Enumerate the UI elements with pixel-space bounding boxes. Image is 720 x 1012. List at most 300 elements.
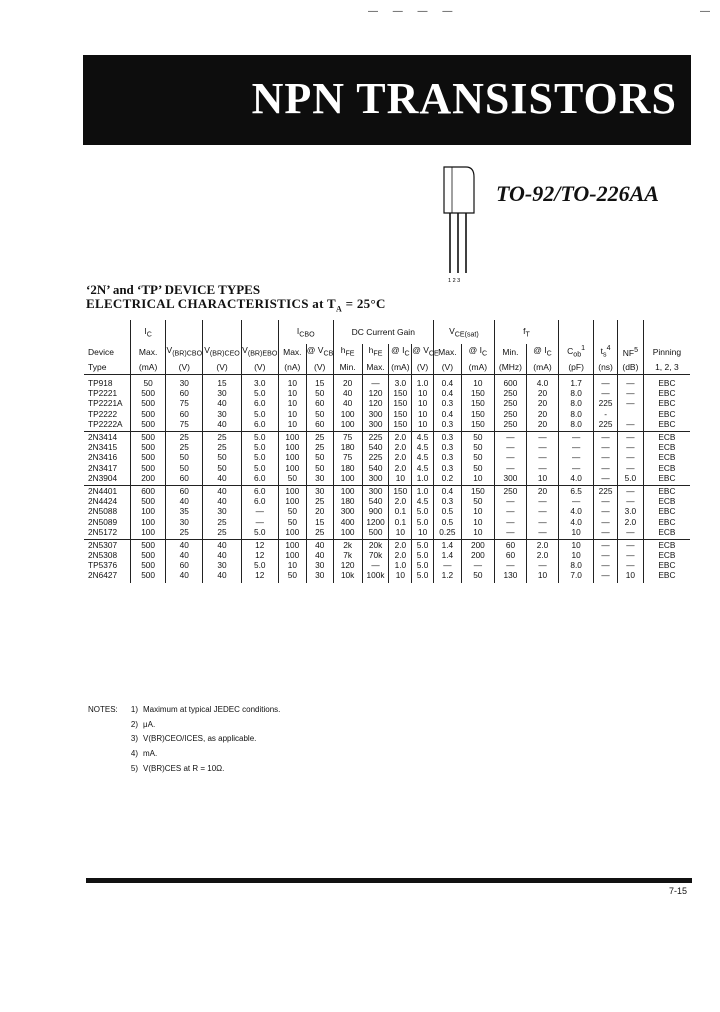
table-cell: EBC: [643, 409, 690, 419]
note-number: 3): [130, 734, 138, 744]
table-cell: ECB: [643, 463, 690, 473]
scan-artifact-dash: —: [700, 6, 710, 17]
table-cell: 0.1: [389, 506, 412, 516]
table-cell: 25: [203, 431, 241, 442]
table-cell: 2.0: [389, 452, 412, 462]
table-cell: —: [617, 496, 643, 506]
table-cell: 30: [203, 506, 241, 516]
device-name-cell: 2N4424: [88, 496, 118, 507]
table-cell: —: [494, 463, 526, 473]
title-banner: [83, 55, 691, 145]
table-cell: 8.0: [559, 398, 594, 408]
table-cell: 10: [461, 375, 494, 389]
table-cell: 250: [494, 398, 526, 408]
table-row: [84, 527, 690, 540]
device-name-cell: 2N5088: [88, 506, 118, 517]
table-cell: 20k: [362, 539, 389, 550]
table-cell: 10: [412, 527, 434, 540]
table-cell: 900: [362, 506, 389, 516]
bottom-rule: [86, 878, 692, 883]
table-cell: 8.0: [559, 560, 594, 570]
col-icbo-head: $I_{CBO}$: [278, 320, 333, 344]
table-cell: 100: [333, 473, 362, 486]
table-cell: 200: [131, 473, 166, 486]
table-cell: 20: [526, 388, 558, 398]
table-cell: 150: [461, 409, 494, 419]
table-cell: 100: [131, 506, 166, 516]
table-cell: —: [494, 496, 526, 506]
table-cell: EBC: [643, 419, 690, 432]
table-cell: —: [594, 496, 618, 506]
table-cell: 60: [494, 550, 526, 560]
table-cell: —: [594, 431, 618, 442]
table-cell: 300: [362, 419, 389, 432]
table-cell: 10: [389, 570, 412, 582]
table-cell: 4.0: [559, 473, 594, 486]
header-row-groups: [84, 320, 690, 344]
table-cell: 50: [461, 452, 494, 462]
device-name-cell: TP2222: [88, 408, 118, 419]
col-ts: $t_s^4$: [594, 344, 618, 359]
table-cell: 10: [278, 409, 306, 419]
page-title: NPN TRANSISTORS: [251, 74, 677, 123]
table-cell: 0.1: [389, 516, 412, 526]
table-cell: 10: [412, 419, 434, 432]
table-cell: 10: [526, 473, 558, 486]
table-cell: 10: [278, 388, 306, 398]
table-cell: 500: [131, 463, 166, 473]
table-cell: 25: [203, 527, 241, 540]
table-cell: 400: [333, 516, 362, 526]
table-cell: 1.2: [433, 570, 461, 582]
table-cell: 5.0: [617, 473, 643, 486]
table-cell: 4.5: [412, 452, 434, 462]
table-cell: —: [526, 516, 558, 526]
table-cell: 2.0: [526, 550, 558, 560]
table-row: [84, 496, 690, 506]
table-cell: 0.3: [433, 431, 461, 442]
table-cell: 0.4: [433, 485, 461, 496]
table-cell: 6.0: [241, 473, 278, 486]
table-cell: —: [559, 442, 594, 452]
table-row: [84, 539, 690, 550]
col-pinning: Pinning: [643, 344, 690, 359]
table-row: [84, 442, 690, 452]
table-cell: 1.4: [433, 539, 461, 550]
table-row: [84, 506, 690, 516]
table-cell: 8.0: [559, 388, 594, 398]
table-cell: 20: [306, 506, 333, 516]
table-cell: 0.3: [433, 452, 461, 462]
table-cell: 120: [362, 388, 389, 398]
table-cell: 100: [131, 516, 166, 526]
table-cell: —: [559, 496, 594, 506]
table-cell: ECB: [643, 550, 690, 560]
table-cell: —: [594, 452, 618, 462]
table-cell: 5.0: [412, 506, 434, 516]
table-cell: 150: [461, 485, 494, 496]
table-cell: 100: [278, 485, 306, 496]
table-cell: —: [594, 388, 618, 398]
table-cell: 500: [131, 388, 166, 398]
table-cell: —: [494, 516, 526, 526]
table-cell: —: [433, 560, 461, 570]
table-cell: 10: [526, 570, 558, 582]
table-cell: 5.0: [412, 516, 434, 526]
table-cell: 5.0: [412, 550, 434, 560]
col-vbrceo: $V_{(BR)CEO}$: [204, 345, 240, 358]
table-cell: 100: [333, 485, 362, 496]
to92-package-icon: [438, 165, 478, 283]
col-dc-gain-head: DC Current Gain: [333, 320, 433, 344]
device-name-cell: 2N4401: [84, 485, 131, 496]
table-cell: 200: [461, 550, 494, 560]
table-cell: —: [494, 431, 526, 442]
col-icbo-max: Max.: [278, 344, 306, 359]
col-vbrebo: $V_{(BR)EBO}$: [242, 345, 278, 358]
table-cell: 50: [278, 473, 306, 486]
table-cell: 300: [333, 506, 362, 516]
table-cell: 0.5: [433, 506, 461, 516]
table-cell: 50: [306, 388, 333, 398]
table-cell: 0.3: [433, 398, 461, 408]
table-cell: 10: [278, 560, 306, 570]
page-number: 7-15: [669, 886, 688, 896]
table-cell: 1.4: [433, 550, 461, 560]
table-cell: 500: [131, 550, 166, 560]
table-cell: 20: [526, 398, 558, 408]
table-row: [84, 463, 690, 473]
table-cell: 25: [203, 442, 241, 452]
table-cell: 6.0: [241, 398, 278, 408]
device-name-cell: TP2221A: [88, 398, 123, 409]
table-cell: 540: [362, 463, 389, 473]
table-cell: 20: [526, 409, 558, 419]
table-cell: 500: [131, 398, 166, 408]
table-cell: 25: [166, 431, 203, 442]
table-cell: 150: [461, 398, 494, 408]
table-cell: 40: [203, 570, 241, 582]
table-cell: 10: [461, 506, 494, 516]
table-cell: —: [594, 442, 618, 452]
table-cell: 50: [166, 452, 203, 462]
table-cell: —: [594, 560, 618, 570]
col-ft-head: $f_T$: [494, 320, 558, 344]
notes: [88, 703, 280, 777]
table-cell: 30: [306, 570, 333, 582]
table-cell: 5.0: [412, 560, 434, 570]
table-cell: —: [461, 560, 494, 570]
table-cell: 10: [412, 409, 434, 419]
table-cell: 150: [389, 409, 412, 419]
table-cell: 12: [241, 550, 278, 560]
table-cell: 150: [461, 388, 494, 398]
table-cell: 50: [166, 463, 203, 473]
table-cell: —: [494, 527, 526, 540]
table-cell: 50: [461, 431, 494, 442]
table-cell: 5.0: [241, 431, 278, 442]
table-cell: 10: [389, 473, 412, 486]
table-cell: 25: [203, 516, 241, 526]
table-cell: 500: [131, 560, 166, 570]
table-cell: ECB: [643, 527, 690, 540]
table-cell: 6.0: [241, 496, 278, 506]
note-item: [88, 732, 280, 747]
table-cell: 5.0: [241, 452, 278, 462]
table-cell: 120: [362, 398, 389, 408]
table-cell: 100: [278, 452, 306, 462]
table-row: [84, 473, 690, 486]
table-cell: —: [494, 442, 526, 452]
table-cell: 30: [203, 560, 241, 570]
table-cell: 10: [559, 527, 594, 540]
table-cell: 5.0: [241, 527, 278, 540]
table-cell: 1200: [362, 516, 389, 526]
table-cell: 0.2: [433, 473, 461, 486]
table-cell: ECB: [643, 431, 690, 442]
table-cell: [617, 409, 643, 419]
table-cell: 60: [166, 388, 203, 398]
device-name-cell: 2N5172: [88, 526, 118, 537]
table-cell: 4.0: [526, 375, 558, 389]
table-cell: 25: [306, 527, 333, 540]
table-cell: 50: [461, 496, 494, 506]
table-cell: EBC: [643, 388, 690, 398]
note-number: 5): [130, 763, 138, 773]
table-cell: 100: [131, 527, 166, 540]
table-cell: —: [617, 485, 643, 496]
table-cell: 250: [494, 388, 526, 398]
table-cell: 20: [526, 419, 558, 432]
table-cell: 7k: [333, 550, 362, 560]
table-cell: 100: [333, 527, 362, 540]
table-cell: 8.0: [559, 419, 594, 432]
table-cell: 10: [461, 473, 494, 486]
table-row: [84, 570, 690, 582]
table-cell: 40: [203, 485, 241, 496]
device-types-heading: ‘2N’ and ‘TP’ DEVICE TYPES: [86, 282, 261, 297]
table-cell: —: [617, 560, 643, 570]
table-cell: EBC: [643, 473, 690, 486]
table-row: [84, 398, 690, 408]
device-name-cell: 2N3417: [88, 462, 118, 473]
table-cell: 10: [559, 539, 594, 550]
table-cell: 2.0: [389, 431, 412, 442]
table-cell: 225: [594, 419, 618, 432]
table-cell: EBC: [643, 560, 690, 570]
table-cell: —: [526, 506, 558, 516]
table-cell: 40: [306, 550, 333, 560]
table-cell: —: [526, 496, 558, 506]
table-cell: —: [526, 442, 558, 452]
table-cell: -: [594, 409, 618, 419]
table-cell: 50: [461, 442, 494, 452]
col-at-ic3: @ $I_C$: [526, 344, 558, 359]
col-ic-head: $I_C$: [131, 320, 166, 344]
col-vce-head: $V_{CE(sat)}$: [433, 320, 494, 344]
table-cell: 30: [203, 409, 241, 419]
table-row: [84, 560, 690, 570]
table-cell: —: [617, 463, 643, 473]
table-cell: 40: [203, 419, 241, 432]
table-cell: 500: [362, 527, 389, 540]
note-number: 2): [130, 719, 138, 729]
table-cell: 0.3: [433, 442, 461, 452]
table-cell: —: [594, 375, 618, 389]
device-name-cell: 2N5089: [88, 516, 118, 527]
table-cell: 30: [166, 375, 203, 389]
table-cell: 150: [389, 388, 412, 398]
table-cell: 600: [131, 485, 166, 496]
table-cell: 150: [389, 398, 412, 408]
table-cell: —: [617, 527, 643, 540]
note-text: V(BR)CEO/ICES, as applicable.: [143, 734, 257, 744]
table-cell: —: [617, 550, 643, 560]
table-cell: 5.0: [241, 388, 278, 398]
table-cell: 4.5: [412, 496, 434, 506]
table-cell: 7.0: [559, 570, 594, 582]
table-cell: 10: [278, 398, 306, 408]
table-cell: 250: [494, 485, 526, 496]
table-cell: 2.0: [617, 516, 643, 526]
table-cell: 0.3: [433, 496, 461, 506]
device-name-cell: TP2221: [88, 388, 118, 399]
table-cell: 100: [278, 550, 306, 560]
table-cell: 10: [617, 570, 643, 582]
header-row-units: Type (mA) (V) (V) (V) (nA) (V) Min. Max. (mA) (V) (V) (mA) (MHz) (mA) (pF) (ns) (dB) 1, 2, 3: [84, 359, 690, 375]
table-cell: —: [241, 516, 278, 526]
table-cell: 5.0: [241, 409, 278, 419]
scan-artifact-dashes: — — — —: [368, 6, 459, 17]
table-cell: —: [559, 431, 594, 442]
col-max: Max.: [131, 344, 166, 359]
table-cell: 2.0: [389, 463, 412, 473]
table-cell: 30: [306, 560, 333, 570]
table-cell: —: [617, 431, 643, 442]
table-cell: —: [362, 560, 389, 570]
table-cell: 15: [306, 375, 333, 389]
device-name-cell: 2N3904: [88, 472, 118, 483]
table-cell: 2.0: [389, 550, 412, 560]
table-cell: —: [617, 388, 643, 398]
table-row: [84, 452, 690, 462]
table-cell: 500: [131, 570, 166, 582]
table-cell: 250: [494, 419, 526, 432]
table-cell: 75: [333, 431, 362, 442]
table-cell: 540: [362, 442, 389, 452]
table-cell: —: [526, 463, 558, 473]
table-cell: 15: [203, 375, 241, 389]
table-cell: 50: [278, 506, 306, 516]
table-cell: 225: [594, 398, 618, 408]
table-cell: 3.0: [389, 375, 412, 389]
table-cell: 40: [203, 496, 241, 506]
table-cell: 5.0: [241, 560, 278, 570]
table-cell: ECB: [643, 496, 690, 506]
table-cell: —: [617, 375, 643, 389]
table-cell: 40: [333, 398, 362, 408]
table-row: [84, 375, 690, 389]
table-cell: 2.0: [389, 442, 412, 452]
characteristics-table: [84, 320, 690, 583]
device-name-cell: 2N5307: [84, 539, 131, 550]
table-cell: 40: [306, 539, 333, 550]
table-cell: 50: [131, 375, 166, 389]
electrical-characteristics-heading: ELECTRICAL CHARACTERISTICS at $T_A = 25^\circ C$: [86, 296, 386, 314]
table-cell: 5.0: [412, 539, 434, 550]
table-cell: 6.0: [241, 419, 278, 432]
table-cell: 4.5: [412, 463, 434, 473]
table-row: [84, 485, 690, 496]
table-cell: 75: [333, 452, 362, 462]
table-cell: —: [594, 527, 618, 540]
table-cell: —: [617, 419, 643, 432]
table-cell: 10k: [333, 570, 362, 582]
table-cell: 100: [278, 539, 306, 550]
device-name-cell: TP918: [88, 378, 113, 389]
col-hfe-max: $h_{FE}$: [362, 344, 389, 359]
notes-label: NOTES:: [88, 705, 118, 714]
header-row-symbols: [84, 344, 690, 359]
table-cell: 40: [203, 539, 241, 550]
table-cell: 180: [333, 463, 362, 473]
table-cell: 6.0: [241, 485, 278, 496]
table-cell: 60: [166, 409, 203, 419]
table-cell: 200: [461, 539, 494, 550]
table-cell: 40: [333, 388, 362, 398]
table-row: [84, 409, 690, 419]
table-cell: 300: [362, 473, 389, 486]
table-cell: 1.0: [389, 560, 412, 570]
table-cell: 2k: [333, 539, 362, 550]
table-cell: 0.4: [433, 388, 461, 398]
note-item: [88, 762, 280, 777]
table-cell: 250: [494, 409, 526, 419]
table-cell: 3.0: [241, 375, 278, 389]
col-vce-max: Max.: [433, 344, 461, 359]
table-cell: 10: [412, 398, 434, 408]
col-cob: $C_{ob}^1$: [559, 344, 594, 359]
table-cell: 40: [166, 539, 203, 550]
note-item: [88, 747, 280, 762]
table-cell: 6.5: [559, 485, 594, 496]
table-cell: 60: [306, 419, 333, 432]
table-cell: 20: [333, 375, 362, 389]
table-cell: 25: [166, 527, 203, 540]
table-cell: 100: [278, 442, 306, 452]
table-cell: 15: [306, 516, 333, 526]
table-cell: ECB: [643, 452, 690, 462]
table-cell: —: [617, 539, 643, 550]
table-cell: 4.0: [559, 516, 594, 526]
table-cell: EBC: [643, 485, 690, 496]
table-cell: —: [494, 452, 526, 462]
note-item: [88, 718, 280, 733]
table-cell: 120: [333, 560, 362, 570]
table-cell: —: [617, 452, 643, 462]
table-cell: 180: [333, 496, 362, 506]
table-cell: 225: [594, 485, 618, 496]
table-cell: 50: [461, 570, 494, 582]
table-cell: —: [617, 398, 643, 408]
col-nf: $NF^5$: [617, 344, 643, 359]
device-name-cell: 2N6427: [88, 570, 118, 581]
note-text: Maximum at typical JEDEC conditions.: [143, 705, 281, 714]
table-cell: 4.0: [559, 506, 594, 516]
table-cell: 100: [278, 496, 306, 506]
table-cell: 60: [494, 539, 526, 550]
table-cell: 25: [306, 496, 333, 506]
